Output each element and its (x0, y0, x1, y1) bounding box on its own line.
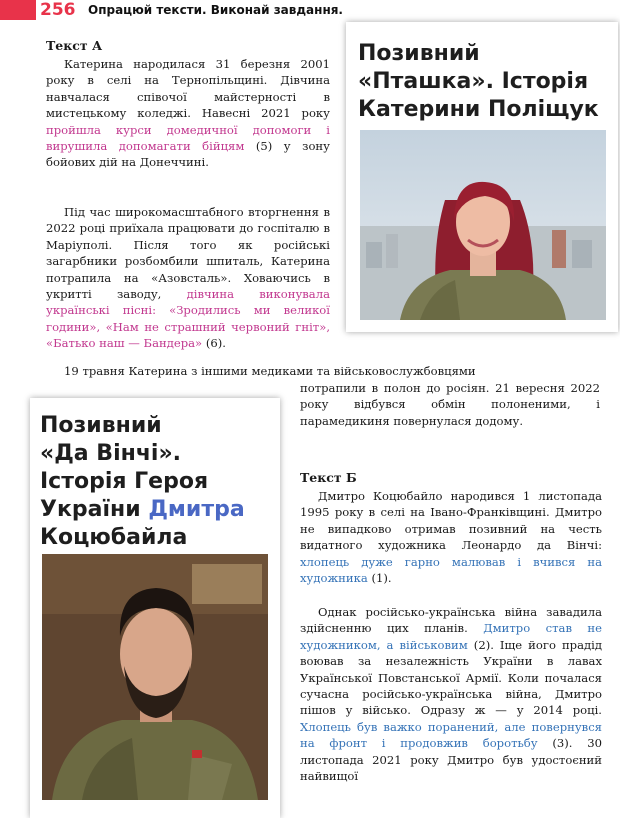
text-b-p2-middle: (2). Іще його прадід воював за незалежність України в лавах Української Повстанської Армії. Коли почалася сучасна російсько-українська війна, Дмитро пішов у військо. Одразу ж — у 2014 році. (300, 637, 602, 718)
text-a-paragraph-2 (46, 204, 330, 352)
header-color-bar (0, 0, 36, 20)
text-b-paragraph-1 (300, 488, 602, 586)
card-a-line-2: «Пташка». Історія (358, 69, 589, 94)
dmytro-photo (42, 554, 268, 800)
card-b-line-1: Позивний (40, 413, 162, 438)
page-instruction: Опрацюй тексти. Виконай завдання. (88, 3, 343, 17)
kateryna-photo (360, 130, 606, 320)
text-b-p2-start: Однак російсько-українська війна завадила здійсненню цих планів. (300, 605, 602, 636)
page-header (0, 0, 620, 20)
text-b-paragraph-2 (300, 604, 602, 784)
text-a-p2-start: Під час широкомасштабного вторгнення в 2022 році приїхала працювати до госпіталю в Маріуполі. Після того як російські загарбники розбомбили шпиталь, Катерина потрапила на «Азовсталь». Ховаючись в укритті заводу, (46, 205, 330, 302)
text-b-p1-start: Дмитро Коцюбайло народився 1 листопада 1995 року в селі на Івано-Франківщині. Дмитро не випадково отримав позивний на честь видатного художника Леонардо да Вінчі: (300, 489, 602, 553)
card-b-line-2: «Да Вінчі». (40, 441, 182, 466)
text-a-paragraph-3-rest: потрапили в полон до росіян. 21 вересня 2022 року відбувся обмін полоненими, і парамедикиня повернулася додому. (300, 381, 600, 428)
card-a-line-1: Позивний (358, 41, 480, 66)
text-a-p2-highlight: дівчина виконувала українські пісні: «Зродились ми великої години», «Нам не страшний червоний гніт», «Батько наш — Бандера» (46, 287, 330, 351)
text-a-paragraph-1 (46, 56, 330, 171)
card-b-line-4 (40, 496, 245, 524)
page-number: 256 (40, 0, 76, 20)
card-ptashka (346, 22, 618, 332)
text-a-p1-end: (5) у зону бойових дій на Донеччині. (46, 139, 330, 170)
text-a-paragraph-3-line: 19 травня Катерина з іншими медиками та військовослужбовцями (64, 364, 476, 378)
text-b-p2-highlight: Дмитро став не художником, а військовим (300, 621, 602, 652)
text-b-heading: Текст Б (300, 470, 357, 485)
text-a-p2-end: (6). (202, 336, 226, 351)
text-b-p2-highlight-2: Хлопець був важко поранений, але повернувся на фронт і продовжив боротьбу (300, 719, 602, 751)
text-b-p1-highlight: хлопець дуже гарно малював і вчився на художника (300, 554, 602, 586)
text-a-p1-highlight: пройшла курси домедичної допомоги і вирушила допомагати бійцям (46, 122, 330, 154)
card-b-line-4-text: України (40, 497, 141, 522)
text-a-heading: Текст А (46, 38, 103, 53)
card-a-line-3: Катерини Поліщук (358, 97, 599, 122)
card-b-line-3: Історія Героя (40, 469, 209, 494)
text-b-p2-end: (3). 30 листопада 2021 року Дмитро був удостоєний найвищої (300, 736, 602, 784)
card-da-vinci (30, 398, 280, 818)
text-b-p1-end: (1). (367, 571, 392, 586)
card-b-line-5: Коцюбайла (40, 525, 188, 550)
card-b-line-4-accent: Дмитра (148, 497, 245, 522)
text-a-p1-start: Катерина народилася 31 березня 2001 року в селі на Тернопільщині. Дівчина навчалася співочої майстерності в мистецькому коледжі. Навесні 2021 року (46, 57, 330, 121)
